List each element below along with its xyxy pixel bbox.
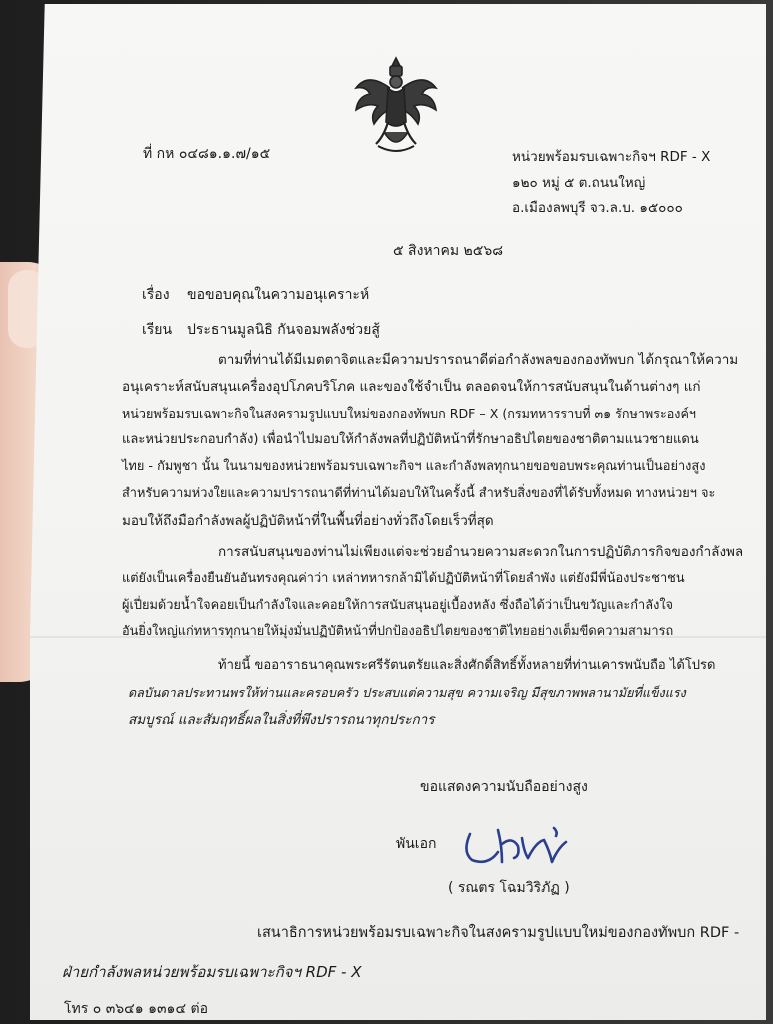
closing-phrase: ขอแสดงความนับถืออย่างสูง: [420, 779, 588, 795]
signer-name: ( รณตร โฉมวิริภัฏ ): [448, 880, 570, 896]
phone-number-partial: โทร ๐ ๓๖๔๑ ๑๓๑๔ ต่อ: [64, 1001, 208, 1017]
handwritten-signature-icon: [458, 822, 576, 870]
paragraph-line: ท้ายนี้ ขออาราธนาคุณพระศรีรัตนตรัยและสิ่งศักดิ์สิทธิ์ทั้งหลายที่ท่านเคารพนับถือ ได้โปรด: [218, 658, 716, 673]
paragraph-line: ไทย - กัมพูชา นั้น ในนามของหน่วยพร้อมรบเฉพาะกิจฯ และกำลังพลทุกนายขอขอบพระคุณท่านเป็นอย่างสูง: [122, 459, 706, 475]
signer-position: เสนาธิการหน่วยพร้อมรบเฉพาะกิจในสงครามรูปแบบใหม่ของกองทัพบก RDF -: [257, 925, 740, 941]
paragraph-line: ตามที่ท่านได้มีเมตตาจิตและมีความปรารถนาดีต่อกำลังพลของกองทัพบก ได้กรุณาให้ความ: [218, 352, 739, 368]
paragraph-line: แต่ยังเป็นเครื่องยืนยันอันทรงคุณค่าว่า เหล่าทหารกล้ามิได้ปฏิบัติหน้าที่โดยลำพัง แต่ยังมีพี่น้องประชาชน: [122, 570, 685, 586]
body-paragraph-2: [122, 539, 744, 646]
signer-rank: พันเอก: [396, 836, 437, 852]
letter-date: ๕ สิงหาคม ๒๕๖๘: [393, 243, 504, 259]
paragraph-line: และหน่วยประกอบกำลัง) เพื่อนำไปมอบให้กำลังพลที่ปฏิบัติหน้าที่รักษาอธิปไตยของชาติตามแนวชายแดน: [122, 432, 699, 448]
body-paragraph-3: [128, 653, 726, 733]
sender-address-line1: ๑๒๐ หมู่ ๕ ต.ถนนใหญ่: [512, 175, 646, 191]
sender-address-line2: อ.เมืองลพบุรี จว.ล.บ. ๑๕๐๐๐: [512, 200, 683, 216]
body-paragraph-1: [122, 347, 739, 535]
paragraph-line: มอบให้ถึงมือกำลังพลผู้ปฏิบัติหน้าที่ในพื้นที่อย่างทั่วถึงโดยเร็วที่สุด: [122, 512, 494, 529]
paragraph-line: ดลบันดาลประทานพรให้ท่านและครอบครัว ประสบแต่ความสุข ความเจริญ มีสุขภาพพลานามัยที่แข็งแรง: [128, 684, 686, 700]
paragraph-line: อนุเคราะห์สนับสนุนเครื่องอุปโภคบริโภค และของใช้จำเป็น ตลอดจนให้การสนับสนุนในด้านต่างๆ แก่: [122, 378, 701, 395]
paragraph-line: ผู้เปี่ยมด้วยน้ำใจคอยเป็นกำลังใจและคอยให้การสนับสนุนอยู่เบื้องหลัง ซึ่งถือได้ว่าเป็นขวัญและกำลังใจ: [122, 597, 674, 613]
paragraph-line: สมบูรณ์ และสัมฤทธิ์ผลในสิ่งที่พึงปรารถนาทุกประการ: [128, 711, 435, 728]
paragraph-line: หน่วยพร้อมรบเฉพาะกิจในสงครามรูปแบบใหม่ของกองทัพบก RDF – X (กรมทหารราบที่ ๓๑ รักษาพระองค์ฯ: [122, 405, 696, 421]
subject-text: ขอขอบคุณในความอนุเคราะห์: [187, 287, 370, 303]
department-name: ฝ่ายกำลังพลหน่วยพร้อมรบเฉพาะกิจฯ RDF - X: [62, 963, 362, 981]
recipient-text: ประธานมูลนิธิ กันจอมพลังช่วยสู้: [187, 322, 380, 338]
recipient-label: เรียน: [142, 322, 173, 338]
reference-number: ที่ กห ๐๔๘๑.๑.๗/๑๕: [143, 146, 271, 162]
paragraph-line: อันยิ่งใหญ่แก่ทหารทุกนายให้มุ่งมั่นปฏิบัติหน้าที่ปกป้องอธิปไตยของชาติไทยอย่างเต็มขีดความสามารถ: [122, 624, 674, 640]
paragraph-line: สำหรับความห่วงใยและความปรารถนาดีที่ท่านได้มอบให้ในครั้งนี้ สำหรับสิ่งของที่ได้รับทั้งหมด ทางหน่วยฯ จะ: [122, 485, 716, 501]
garuda-emblem-icon: [348, 52, 444, 156]
paragraph-line: การสนับสนุนของท่านไม่เพียงแต่จะช่วยอำนวยความสะดวกในการปฏิบัติภารกิจของกำลังพล: [218, 544, 744, 560]
subject-label: เรื่อง: [142, 287, 170, 303]
sender-unit: หน่วยพร้อมรบเฉพาะกิจฯ RDF - X: [512, 149, 711, 165]
